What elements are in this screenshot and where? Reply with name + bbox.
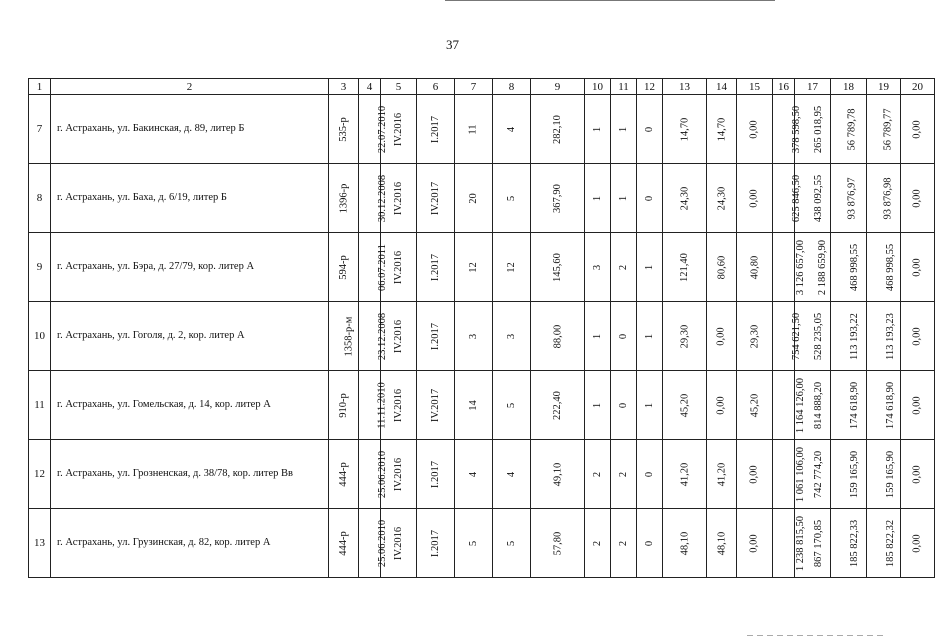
table-row bbox=[29, 164, 935, 233]
cell-value: 174 618,90 bbox=[849, 381, 861, 430]
cell-value: I.2017 bbox=[430, 529, 441, 558]
cell-value: 185 822,33 bbox=[849, 519, 861, 568]
table-row bbox=[29, 371, 935, 440]
cell-value: IV.2016 bbox=[392, 457, 404, 492]
table-cell bbox=[707, 509, 737, 578]
table-cell bbox=[737, 371, 773, 440]
cell-value: I.2017 bbox=[430, 115, 441, 144]
cell-value: 0 bbox=[618, 333, 629, 340]
table-cell bbox=[637, 440, 663, 509]
cell-value: 742 774,20 bbox=[813, 450, 825, 499]
cell-value: 88,00 bbox=[552, 324, 563, 349]
cell-value: 1 061 106,00 bbox=[795, 446, 807, 503]
table-cell bbox=[663, 95, 707, 164]
table-cell bbox=[359, 95, 389, 164]
cell-value: 282,10 bbox=[552, 115, 563, 144]
column-header: 6 bbox=[417, 79, 455, 95]
table-cell bbox=[737, 440, 773, 509]
table-cell bbox=[867, 233, 901, 302]
cell-value: 06.07.2011 bbox=[376, 244, 388, 291]
cell-value: 56 789,77 bbox=[882, 108, 894, 151]
table-cell bbox=[585, 302, 611, 371]
table-cell: 10 bbox=[29, 302, 51, 371]
table-cell bbox=[737, 509, 773, 578]
table-cell bbox=[611, 164, 637, 233]
table-cell bbox=[831, 95, 867, 164]
table-cell bbox=[663, 440, 707, 509]
table-cell bbox=[493, 509, 531, 578]
table-cell bbox=[329, 164, 359, 233]
column-header: 19 bbox=[867, 79, 901, 95]
cell-value: 93 876,97 bbox=[846, 177, 858, 220]
cell-value: 11 bbox=[468, 124, 479, 135]
table-cell bbox=[611, 509, 637, 578]
cell-value: 93 876,98 bbox=[882, 177, 894, 220]
cell-value: 0,00 bbox=[912, 396, 923, 415]
cell-value: 0 bbox=[644, 540, 655, 547]
column-header: 20 bbox=[901, 79, 935, 95]
cell-value: 1358-р-м bbox=[343, 316, 355, 357]
cell-value: 49,10 bbox=[552, 462, 563, 487]
cell-value: 4 bbox=[468, 471, 479, 478]
table-cell bbox=[493, 95, 531, 164]
address-cell: г. Астрахань, ул. Бакинская, д. 89, литер Б bbox=[51, 95, 329, 164]
table-cell bbox=[773, 164, 803, 233]
table-cell bbox=[359, 371, 388, 440]
table-cell: 8 bbox=[29, 164, 51, 233]
column-header: 10 bbox=[585, 79, 611, 95]
column-header: 4 bbox=[359, 79, 381, 95]
cell-value: 0,00 bbox=[749, 189, 760, 208]
column-header: 3 bbox=[329, 79, 359, 95]
table-cell bbox=[773, 509, 807, 578]
table-cell bbox=[359, 509, 389, 578]
address-cell: г. Астрахань, ул. Гомельская, д. 14, кор. литер А bbox=[51, 371, 329, 440]
table-cell bbox=[329, 95, 359, 164]
table-cell bbox=[707, 164, 737, 233]
address-cell: г. Астрахань, ул. Баха, д. 6/19, литер Б bbox=[51, 164, 329, 233]
cell-value: 5 bbox=[506, 540, 517, 547]
cell-value: 3 bbox=[592, 264, 603, 271]
cell-value: 444-р bbox=[338, 462, 349, 487]
cell-value: 0,00 bbox=[716, 327, 727, 346]
table-cell bbox=[773, 233, 807, 302]
cell-value: 185 822,32 bbox=[885, 519, 897, 568]
cell-value: I.2017 bbox=[430, 460, 441, 489]
table-cell bbox=[637, 302, 663, 371]
page-number: 37 bbox=[446, 37, 459, 52]
table-cell bbox=[901, 164, 935, 233]
table-cell bbox=[611, 371, 637, 440]
address-cell: г. Астрахань, ул. Бэра, д. 27/79, кор. литер А bbox=[51, 233, 329, 302]
table-cell bbox=[329, 371, 359, 440]
table-cell bbox=[585, 440, 611, 509]
table-cell bbox=[637, 233, 663, 302]
table-cell bbox=[773, 371, 807, 440]
table-cell: 11 bbox=[29, 371, 51, 440]
table-cell bbox=[637, 164, 663, 233]
table-cell bbox=[455, 371, 493, 440]
table-cell bbox=[773, 302, 803, 371]
column-header: 13 bbox=[663, 79, 707, 95]
cell-value: 2 bbox=[618, 264, 629, 271]
table-cell bbox=[417, 440, 455, 509]
column-header: 1 bbox=[29, 79, 51, 95]
table-cell bbox=[737, 233, 773, 302]
table-cell: 9 bbox=[29, 233, 51, 302]
cell-value: 24,30 bbox=[716, 186, 727, 211]
cell-value: 3 bbox=[506, 333, 517, 340]
cell-value: 1 bbox=[618, 195, 629, 202]
table-cell bbox=[531, 95, 585, 164]
cell-value: 0,00 bbox=[912, 258, 923, 277]
cell-value: 113 193,22 bbox=[848, 313, 860, 360]
cell-value: 468 998,55 bbox=[849, 243, 861, 292]
cell-value: IV.2016 bbox=[392, 319, 404, 354]
table-cell bbox=[901, 509, 935, 578]
cell-value: 56 789,78 bbox=[846, 108, 858, 151]
address-cell: г. Астрахань, ул. Гоголя, д. 2, кор. литер А bbox=[51, 302, 329, 371]
table-cell bbox=[455, 164, 493, 233]
cell-value: 4 bbox=[506, 126, 517, 133]
column-header: 14 bbox=[707, 79, 737, 95]
cell-value: 45,20 bbox=[679, 393, 690, 418]
table-cell bbox=[611, 95, 637, 164]
table-cell bbox=[773, 440, 807, 509]
cell-value: 25.06.2010 bbox=[377, 450, 389, 499]
table-cell bbox=[867, 371, 901, 440]
column-header: 2 bbox=[51, 79, 329, 95]
table-cell bbox=[831, 302, 867, 371]
table-cell bbox=[493, 302, 531, 371]
table-cell bbox=[901, 95, 935, 164]
cell-value: 814 888,20 bbox=[813, 381, 825, 430]
cell-value: 1 bbox=[644, 333, 655, 340]
column-header: 8 bbox=[493, 79, 531, 95]
table-header-row bbox=[29, 79, 935, 95]
table-cell bbox=[831, 371, 867, 440]
table-cell bbox=[417, 233, 455, 302]
cell-value: 867 170,85 bbox=[813, 519, 825, 568]
table-cell bbox=[417, 509, 455, 578]
table-cell bbox=[455, 302, 493, 371]
column-header: 12 bbox=[637, 79, 663, 95]
table-cell bbox=[637, 509, 663, 578]
table-cell bbox=[455, 95, 493, 164]
table-cell bbox=[867, 302, 901, 371]
table-cell bbox=[531, 440, 585, 509]
cell-value: 3 bbox=[468, 333, 479, 340]
column-header: 7 bbox=[455, 79, 493, 95]
table-row bbox=[29, 509, 935, 578]
cell-value: 438 092,55 bbox=[813, 174, 825, 223]
cell-value: 1396-р bbox=[338, 183, 350, 214]
table-cell bbox=[585, 95, 611, 164]
cell-value: 0,00 bbox=[749, 465, 760, 484]
cell-value: 5 bbox=[506, 402, 517, 409]
cell-value: 2 188 659,90 bbox=[817, 239, 829, 296]
table-cell bbox=[707, 302, 737, 371]
table-row bbox=[29, 302, 935, 371]
table-cell bbox=[663, 371, 707, 440]
table-row bbox=[29, 440, 935, 509]
cell-value: 30.12.2008 bbox=[377, 174, 389, 223]
cell-value: 1 bbox=[618, 126, 629, 133]
table-cell bbox=[737, 95, 773, 164]
cell-value: IV.2016 bbox=[392, 388, 404, 423]
table-row bbox=[29, 233, 935, 302]
table-cell bbox=[329, 509, 359, 578]
table-cell: 13 bbox=[29, 509, 51, 578]
cell-value: 468 998,55 bbox=[885, 243, 897, 292]
cell-value: 0,00 bbox=[912, 189, 923, 208]
cell-value: 1 bbox=[644, 264, 655, 271]
cell-value: 0 bbox=[644, 471, 655, 478]
cell-value: 121,40 bbox=[679, 253, 690, 282]
table-cell bbox=[455, 440, 493, 509]
table-cell bbox=[707, 233, 737, 302]
cell-value: 222,40 bbox=[552, 391, 563, 420]
table-cell bbox=[611, 233, 637, 302]
cell-value: 57,80 bbox=[552, 531, 563, 556]
cell-value: 20 bbox=[468, 193, 479, 204]
table-cell bbox=[531, 302, 585, 371]
table-cell bbox=[867, 164, 901, 233]
cell-value: 174 618,90 bbox=[885, 381, 897, 430]
cell-value: 80,60 bbox=[716, 255, 727, 280]
table-cell bbox=[901, 233, 935, 302]
cell-value: 1 bbox=[592, 333, 603, 340]
cell-value: 2 bbox=[618, 540, 629, 547]
cell-value: 24,30 bbox=[679, 186, 690, 211]
table-cell bbox=[493, 164, 531, 233]
table-cell bbox=[417, 302, 455, 371]
table-cell bbox=[867, 95, 901, 164]
table-cell bbox=[455, 233, 493, 302]
table-cell bbox=[493, 371, 531, 440]
cell-value: 48,10 bbox=[716, 531, 727, 556]
cell-value: 25.06.2010 bbox=[377, 519, 389, 568]
cell-value: 0 bbox=[618, 402, 629, 409]
table-cell bbox=[737, 302, 773, 371]
cell-value: 29,30 bbox=[679, 324, 690, 349]
scan-artifact-bottom bbox=[747, 635, 887, 636]
cell-value: 11.11.2010 bbox=[376, 382, 388, 429]
table-cell bbox=[901, 371, 935, 440]
scan-artifact-top bbox=[445, 0, 775, 1]
table-cell bbox=[329, 233, 359, 302]
column-header: 5 bbox=[381, 79, 417, 95]
table-cell bbox=[417, 95, 455, 164]
cell-value: 0,00 bbox=[912, 534, 923, 553]
table-cell bbox=[585, 509, 611, 578]
cell-value: I.2017 bbox=[430, 322, 441, 351]
cell-value: 265 018,95 bbox=[813, 105, 825, 154]
cell-value: 1 bbox=[644, 402, 655, 409]
cell-value: 12 bbox=[506, 262, 517, 273]
cell-value: 2 bbox=[618, 471, 629, 478]
cell-value: 378 598,50 bbox=[791, 105, 803, 154]
table-cell bbox=[663, 164, 707, 233]
table-cell bbox=[663, 509, 707, 578]
cell-value: 5 bbox=[468, 540, 479, 547]
table-cell bbox=[663, 233, 707, 302]
table-cell bbox=[707, 371, 737, 440]
table-cell bbox=[359, 233, 388, 302]
column-header: 18 bbox=[831, 79, 867, 95]
table-cell bbox=[493, 440, 531, 509]
cell-value: 754 621,50 bbox=[791, 312, 803, 361]
table-cell bbox=[359, 440, 389, 509]
cell-value: 0,00 bbox=[749, 534, 760, 553]
table-cell bbox=[359, 302, 389, 371]
cell-value: IV.2016 bbox=[392, 526, 404, 561]
table-cell bbox=[831, 440, 867, 509]
cell-value: 5 bbox=[506, 195, 517, 202]
cell-value: 1 238 815,50 bbox=[795, 515, 807, 572]
cell-value: 12 bbox=[468, 262, 479, 273]
cell-value: 2 bbox=[592, 471, 603, 478]
cell-value: 48,10 bbox=[679, 531, 690, 556]
table-cell bbox=[611, 440, 637, 509]
cell-value: 41,20 bbox=[716, 462, 727, 487]
table-cell bbox=[707, 95, 737, 164]
cell-value: 14 bbox=[468, 400, 479, 411]
column-header: 15 bbox=[737, 79, 773, 95]
cell-value: 1 164 126,00 bbox=[795, 377, 807, 434]
table-cell bbox=[531, 509, 585, 578]
cell-value: 444-р bbox=[338, 531, 349, 556]
table-cell bbox=[773, 95, 803, 164]
table-cell bbox=[637, 95, 663, 164]
cell-value: 0 bbox=[644, 126, 655, 133]
cell-value: 4 bbox=[506, 471, 517, 478]
cell-value: 367,90 bbox=[552, 184, 563, 213]
address-cell: г. Астрахань, ул. Грозненская, д. 38/78, кор. литер Вв bbox=[51, 440, 329, 509]
cell-value: 535-р bbox=[338, 117, 349, 142]
cell-value: 1 bbox=[592, 126, 603, 133]
cell-value: 0,00 bbox=[716, 396, 727, 415]
cell-value: IV.2017 bbox=[429, 388, 441, 423]
table-cell bbox=[329, 302, 359, 371]
table-cell bbox=[531, 164, 585, 233]
table-cell bbox=[867, 440, 901, 509]
table-cell bbox=[493, 233, 531, 302]
table-cell bbox=[737, 164, 773, 233]
table-cell bbox=[585, 233, 611, 302]
cell-value: 1 bbox=[592, 402, 603, 409]
cell-value: 1 bbox=[592, 195, 603, 202]
cell-value: IV.2017 bbox=[429, 181, 441, 216]
column-header: 17 bbox=[795, 79, 831, 95]
table-cell bbox=[417, 164, 455, 233]
table-cell bbox=[831, 164, 867, 233]
cell-value: 910-р bbox=[338, 393, 349, 418]
cell-value: 159 165,90 bbox=[849, 450, 861, 499]
table-cell bbox=[455, 509, 493, 578]
table-cell bbox=[707, 440, 737, 509]
cell-value: 29,30 bbox=[749, 324, 760, 349]
cell-value: IV.2016 bbox=[392, 112, 404, 147]
cell-value: 0,00 bbox=[749, 120, 760, 139]
table-cell bbox=[867, 509, 901, 578]
table-cell bbox=[901, 440, 935, 509]
table-cell bbox=[417, 371, 455, 440]
table-cell bbox=[901, 302, 935, 371]
cell-value: IV.2016 bbox=[392, 181, 404, 216]
column-header: 16 bbox=[773, 79, 795, 95]
cell-value: 45,20 bbox=[749, 393, 760, 418]
cell-value: 23.12.2008 bbox=[377, 312, 389, 361]
cell-value: 0,00 bbox=[912, 327, 923, 346]
address-cell: г. Астрахань, ул. Грузинская, д. 82, кор. литер А bbox=[51, 509, 329, 578]
cell-value: 3 126 657,00 bbox=[795, 239, 807, 296]
housing-register-table bbox=[28, 78, 935, 578]
table-cell bbox=[531, 233, 585, 302]
table-row bbox=[29, 95, 935, 164]
cell-value: 14,70 bbox=[716, 117, 727, 142]
cell-value: 145,60 bbox=[552, 253, 563, 282]
cell-value: 40,80 bbox=[749, 255, 760, 280]
cell-value: 41,20 bbox=[679, 462, 690, 487]
cell-value: IV.2016 bbox=[392, 250, 404, 285]
table-cell bbox=[585, 371, 611, 440]
cell-value: 14,70 bbox=[679, 117, 690, 142]
cell-value: 625 846,50 bbox=[791, 174, 803, 223]
cell-value: I.2017 bbox=[430, 253, 441, 282]
table-cell bbox=[611, 302, 637, 371]
table-cell: 12 bbox=[29, 440, 51, 509]
cell-value: 594-р bbox=[338, 255, 349, 280]
table-cell bbox=[531, 371, 585, 440]
cell-value: 2 bbox=[592, 540, 603, 547]
cell-value: 0,00 bbox=[912, 465, 923, 484]
table-cell bbox=[359, 164, 389, 233]
table-cell bbox=[637, 371, 663, 440]
cell-value: 159 165,90 bbox=[885, 450, 897, 499]
column-header: 9 bbox=[531, 79, 585, 95]
table-cell bbox=[585, 164, 611, 233]
cell-value: 528 235,05 bbox=[813, 312, 825, 361]
table-cell bbox=[663, 302, 707, 371]
cell-value: 22.07.2010 bbox=[377, 105, 389, 154]
column-header: 11 bbox=[611, 79, 637, 95]
table-cell bbox=[329, 440, 359, 509]
cell-value: 0 bbox=[644, 195, 655, 202]
table-cell bbox=[831, 509, 867, 578]
cell-value: 113 193,23 bbox=[884, 313, 896, 360]
table-cell bbox=[831, 233, 867, 302]
cell-value: 0,00 bbox=[912, 120, 923, 139]
table-cell: 7 bbox=[29, 95, 51, 164]
